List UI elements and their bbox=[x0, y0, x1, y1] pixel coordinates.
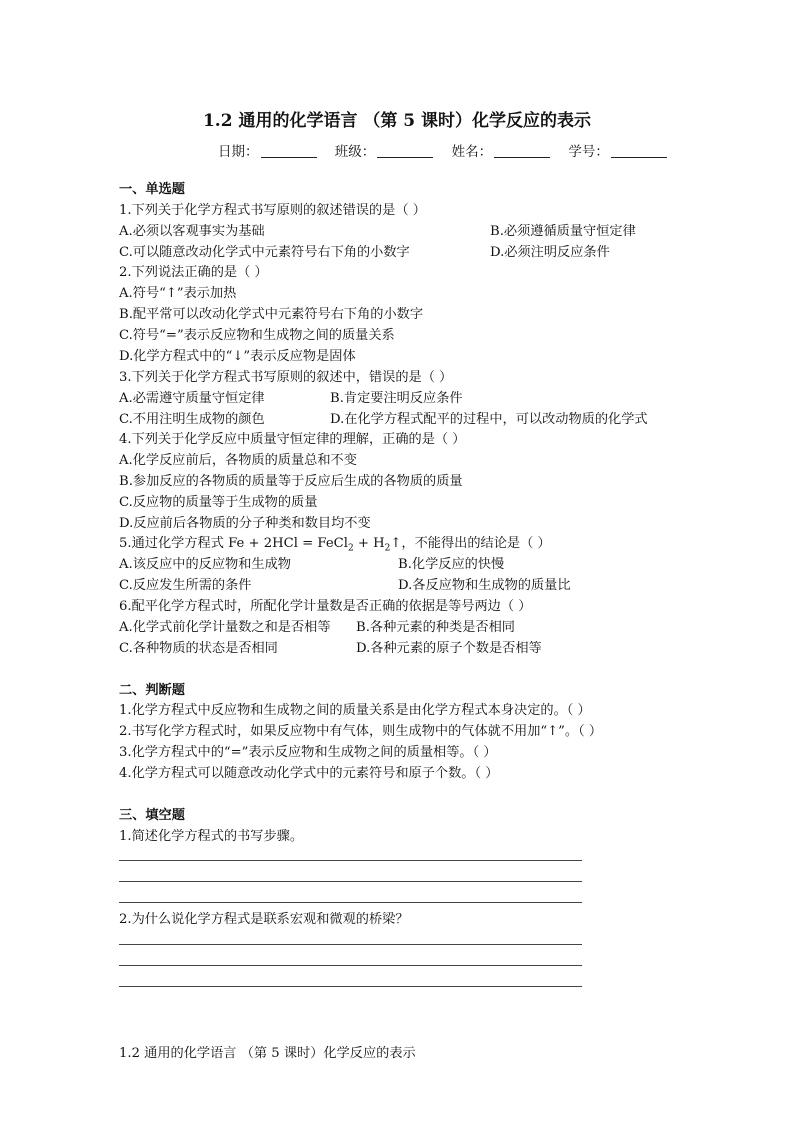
page-title: 1.2 通用的化学语言 （第 5 课时）化学反应的表示 bbox=[202, 111, 592, 131]
q3-option-b: B.肯定要注明反应条件 bbox=[330, 391, 463, 406]
name-blank[interactable] bbox=[494, 145, 550, 158]
q6-stem: 6.配平化学方程式时，所配化学计量数是否正确的依据是等号两边（ ） bbox=[119, 599, 532, 614]
q5-option-b: B.化学反应的快慢 bbox=[398, 557, 505, 572]
fill-item-1: 1.简述化学方程式的书写步骤。 bbox=[119, 829, 304, 844]
q5-option-c: C.反应发生所需的条件 bbox=[119, 578, 252, 593]
class-label: 班级： bbox=[334, 144, 376, 160]
tf-item-4: 4.化学方程式可以随意改动化学式中的元素符号和原子个数。（ ） bbox=[119, 766, 499, 781]
q5-option-d: D.各反应物和生成物的质量比 bbox=[398, 578, 571, 593]
page-footer: 1.2 通用的化学语言 （第 5 课时）化学反应的表示 bbox=[119, 1046, 416, 1061]
q5-stem-part2: + H bbox=[353, 536, 385, 551]
answer-line[interactable] bbox=[119, 986, 582, 987]
q1-stem: 1.下列关于化学方程式书写原则的叙述错误的是（ ） bbox=[119, 203, 426, 218]
id-label: 学号： bbox=[568, 144, 609, 160]
q4-option-a: A.化学反应前后，各物质的质量总和不变 bbox=[119, 453, 357, 468]
q5-stem bbox=[119, 536, 551, 557]
q3-option-c: C.不用注明生成物的颜色 bbox=[119, 412, 265, 427]
q6-option-d: D.各种元素的原子个数是否相等 bbox=[356, 641, 542, 656]
id-blank[interactable] bbox=[611, 145, 667, 158]
q1-option-c: C.可以随意改动化学式中元素符号右下角的小数字 bbox=[119, 245, 410, 260]
section-heading-single-choice: 一、单选题 bbox=[119, 182, 185, 197]
q4-option-c: C.反应物的质量等于生成物的质量 bbox=[119, 495, 318, 510]
q2-option-d: D.化学方程式中的“↓”表示反应物是固体 bbox=[119, 349, 356, 364]
q5-stem-part3: ↑，不能得出的结论是（ ） bbox=[390, 536, 551, 551]
q3-option-d: D.在化学方程式配平的过程中，可以改动物质的化学式 bbox=[330, 412, 648, 427]
answer-line[interactable] bbox=[119, 881, 582, 882]
q6-option-a: A.化学式前化学计量数之和是否相等 bbox=[119, 620, 331, 635]
q1-option-a: A.必须以客观事实为基础 bbox=[119, 224, 265, 239]
tf-item-3: 3.化学方程式中的“=”表示反应物和生成物之间的质量相等。（ ） bbox=[119, 745, 497, 760]
answer-line[interactable] bbox=[119, 902, 582, 903]
q6-option-b: B.各种元素的种类是否相同 bbox=[356, 620, 515, 635]
q5-stem-part1: 5.通过化学方程式 Fe + 2HCl = FeCl bbox=[119, 536, 348, 551]
name-label: 姓名： bbox=[451, 144, 493, 160]
date-blank[interactable] bbox=[261, 145, 317, 158]
q6-option-c: C.各种物质的状态是否相同 bbox=[119, 641, 278, 656]
q4-option-b: B.参加反应的各物质的质量等于反应后生成的各物质的质量 bbox=[119, 474, 463, 489]
q2-stem: 2.下列说法正确的是（ ） bbox=[119, 265, 268, 280]
student-info-row bbox=[218, 140, 681, 160]
q3-stem: 3.下列关于化学方程式书写原则的叙述中，错误的是（ ） bbox=[119, 370, 453, 385]
q5-subscript-1: 2 bbox=[347, 543, 354, 554]
fill-item-2: 2.为什么说化学方程式是联系宏观和微观的桥梁？ bbox=[119, 912, 409, 927]
q3-option-a: A.必需遵守质量守恒定律 bbox=[119, 391, 265, 406]
section-heading-true-false: 二、判断题 bbox=[119, 683, 185, 698]
q2-option-c: C.符号“=”表示反应物和生成物之间的质量关系 bbox=[119, 328, 395, 343]
class-blank[interactable] bbox=[377, 145, 433, 158]
answer-line[interactable] bbox=[119, 965, 582, 966]
answer-line[interactable] bbox=[119, 944, 582, 945]
date-label: 日期： bbox=[218, 144, 259, 160]
q5-option-a: A.该反应中的反应物和生成物 bbox=[119, 557, 291, 572]
q5-subscript-2: 2 bbox=[384, 543, 391, 554]
q1-option-b: B.必须遵循质量守恒定律 bbox=[490, 224, 636, 239]
tf-item-1: 1.化学方程式中反应物和生成物之间的质量关系是由化学方程式本身决定的。（ ） bbox=[119, 703, 591, 718]
q2-option-a: A.符号“↑”表示加热 bbox=[119, 286, 237, 301]
section-heading-fill-in: 三、填空题 bbox=[119, 808, 185, 823]
answer-line[interactable] bbox=[119, 860, 582, 861]
q4-option-d: D.反应前后各物质的分子种类和数目均不变 bbox=[119, 516, 371, 531]
q2-option-b: B.配平常可以改动化学式中元素符号右下角的小数字 bbox=[119, 307, 424, 322]
tf-item-2: 2.书写化学方程式时，如果反应物中有气体，则生成物中的气体就不用加“↑”。（ ） bbox=[119, 724, 603, 739]
q1-option-d: D.必须注明反应条件 bbox=[490, 245, 610, 260]
q4-stem: 4.下列关于化学反应中质量守恒定律的理解，正确的是（ ） bbox=[119, 432, 466, 447]
